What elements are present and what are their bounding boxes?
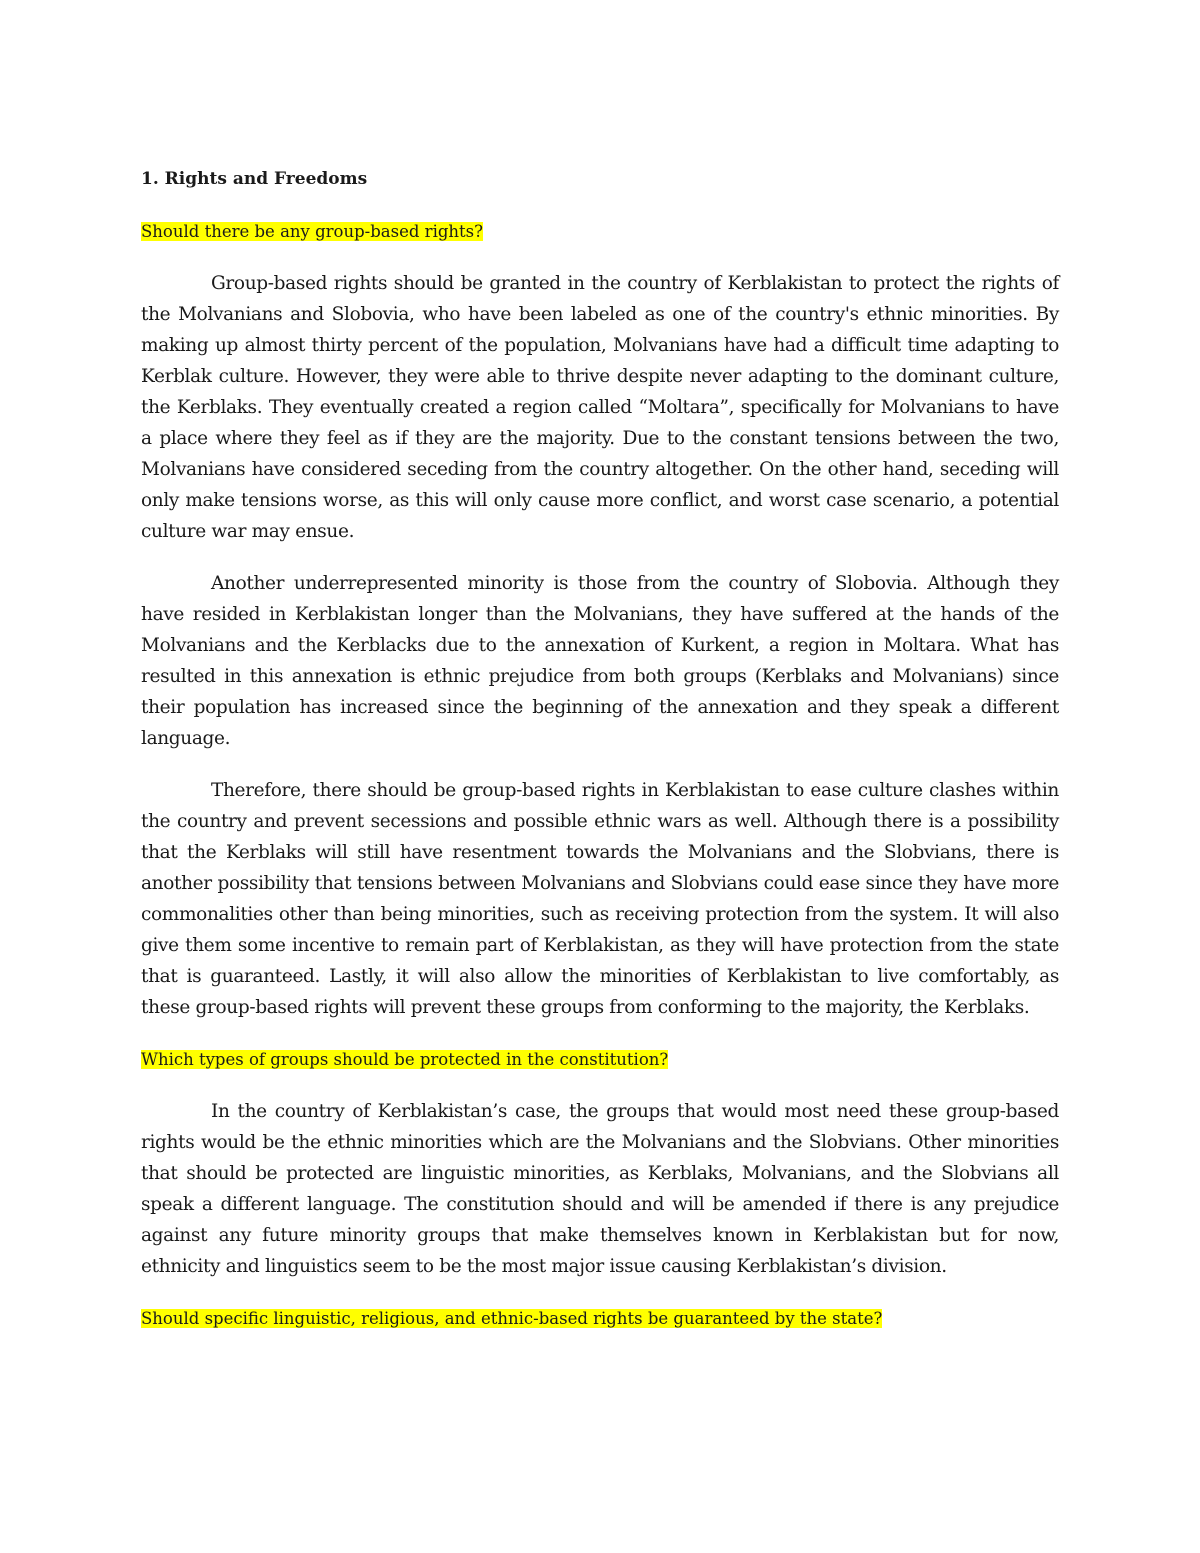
body-paragraph: Group-based rights should be granted in the country of Kerblakistan to protect the rights of the Molvanians and Slobovia, who have been labeled as one of the country's ethnic minorities. By making up almost thirty percent of the population, Molvanians have had a difficult time adapting to Kerblak culture. However, they were able to thrive despite never adapting to the dominant culture, the Kerblaks. They eventually created a region called “Moltara”, specifically for Molvanians to have a place where they feel as if they are the majority. Due to the constant tensions between the two, Molvanians have considered seceding from the country altogether. On the other hand, seceding will only make tensions worse, as this will only cause more conflict, and worst case scenario, a potential culture war may ensue. [141,273,1059,542]
question-heading [141,216,1059,247]
highlighted-question-text: Should there be any group-based rights? [141,222,483,241]
body-paragraph: Therefore, there should be group-based rights in Kerblakistan to ease culture clashes within the country and prevent secessions and possible ethnic wars as well. Although there is a possibility that the Kerblaks will still have resentment towards the Molvanians and the Slobvians, there is another possibility that tensions between Molvanians and Slobvians could ease since they have more commonalities other than being minorities, such as receiving protection from the system. It will also give them some incentive to remain part of Kerblakistan, as they will have protection from the state that is guaranteed. Lastly, it will also allow the minorities of Kerblakistan to live comfortably, as these group-based rights will prevent these groups from conforming to the majority, the Kerblaks. [141,780,1059,1018]
highlighted-question-text: Which types of groups should be protected in the constitution? [141,1050,669,1069]
section-title: 1. Rights and Freedoms [141,169,368,189]
highlighted-question-text: Should specific linguistic, religious, and ethnic-based rights be guaranteed by the state? [141,1309,883,1328]
body-paragraph: Another underrepresented minority is those from the country of Slobovia. Although they have resided in Kerblakistan longer than the Molvanians, they have suffered at the hands of the Molvanians and the Kerblacks due to the annexation of Kurkent, a region in Moltara. What has resulted in this annexation is ethnic prejudice from both groups (Kerblaks and Molvanians) since their population has increased since the beginning of the annexation and they speak a different language. [141,573,1059,749]
body-paragraph: In the country of Kerblakistan’s case, the groups that would most need these group-based rights would be the ethnic minorities which are the Molvanians and the Slobvians. Other minorities that should be protected are linguistic minorities, as Kerblaks, Molvanians, and the Slobvians all speak a different language. The constitution should and will be amended if there is any prejudice against any future minority groups that make themselves known in Kerblakistan but for now, ethnicity and linguistics seem to be the most major issue causing Kerblakistan’s division. [141,1101,1059,1277]
document-page [141,164,1059,1355]
question-heading [141,1303,1059,1334]
question-heading [141,1044,1059,1075]
